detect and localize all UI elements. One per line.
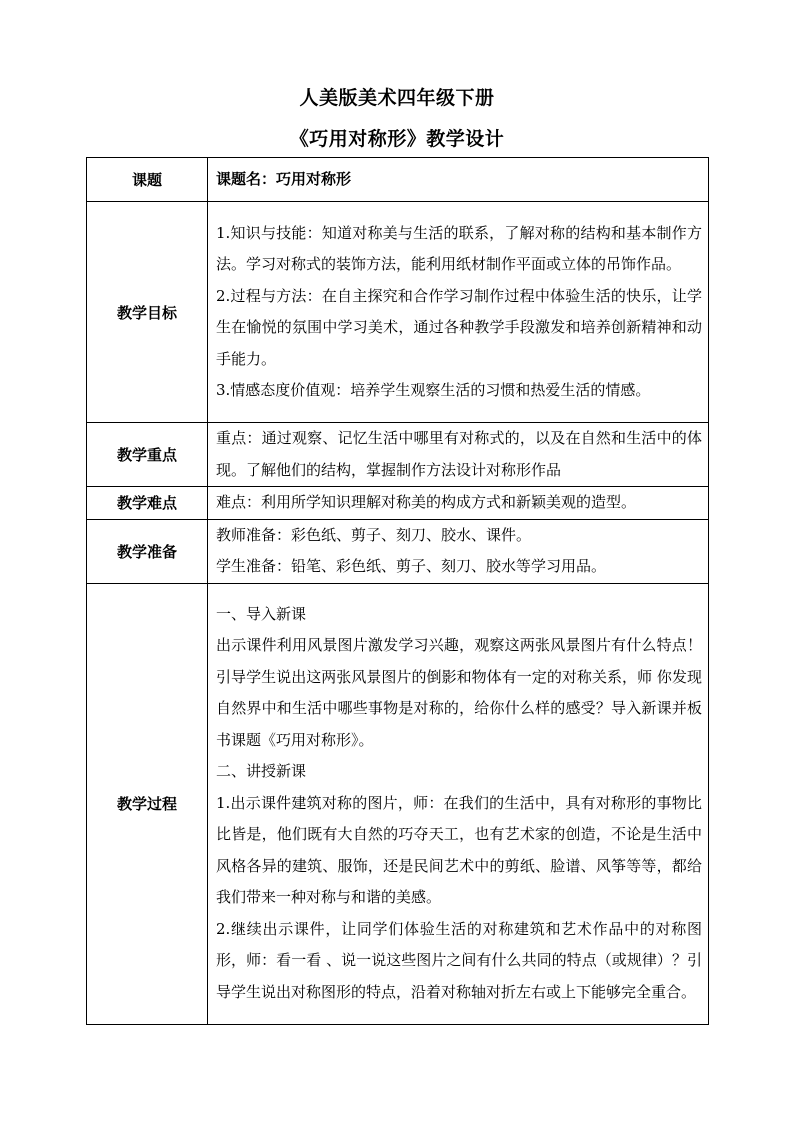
table-row-goals: [87, 202, 709, 423]
paragraph: 3.情感态度价值观：培养学生观察生活的习惯和热爱生活的情感。: [216, 381, 651, 399]
paragraph: 难点：利用所学知识理解对称美的构成方式和新颖美观的造型。: [216, 493, 637, 511]
paragraph: 1.知识与技能：知道对称美与生活的联系，了解对称的结构和基本制作方法。学习对称式的装饰方法，能利用纸材制作平面或立体的吊饰作品。: [216, 223, 702, 273]
paragraph: 1.出示课件建筑对称的图片，师：在我们的生活中，具有对称形的事物比比皆是，他们既有大自然的巧夺天工，也有艺术家的创造，不论是生活中风格各异的建筑、服饰，还是民间艺术中的剪纸、脸谱、风筝等等，都给我们带来一种对称与和谐的美感。: [216, 793, 702, 907]
paragraph: 教师准备：彩色纸、剪子、刻刀、胶水、课件。: [216, 525, 532, 544]
lesson-plan-table: [86, 157, 709, 1025]
row-label-preparation: 教学准备: [87, 519, 208, 583]
table-row-topic: [87, 158, 709, 202]
document-title: 人美版美术四年级下册: [299, 87, 495, 109]
paragraph: 一、导入新课: [216, 604, 307, 623]
table-row-key-points: [87, 423, 709, 487]
paragraph: 2.继续出示课件，让同学们体验生活的对称建筑和艺术作品中的对称图形，师：看一看 、说一说这些图片之间有什么共同的特点（或规律）？引导学生说出对称图形的特点，沿着对称轴对折左右或上下能够完全重合。: [216, 919, 702, 1001]
row-content-process: [208, 583, 709, 1024]
row-content-key-points: [208, 423, 709, 487]
paragraph: 学生准备：铅笔、彩色纸、剪子、刻刀、胶水等学习用品。: [216, 557, 607, 575]
paragraph: 出示课件利用风景图片激发学习兴趣，观察这两张风景图片有什么特点！引导学生说出这两张风景图片的倒影和物体有一定的对称关系，师 你发现自然界中和生活中哪些事物是对称的，给你什么样的感受？导入新课并板书课题《巧用对称形》。: [216, 636, 702, 749]
row-content-topic: [208, 158, 709, 202]
table-row-preparation: [87, 519, 709, 583]
row-content-difficulties: [208, 487, 709, 520]
row-content-goals: [208, 202, 709, 423]
paragraph: 课题名：巧用对称形: [216, 169, 352, 188]
document-subtitle: 《巧用对称形》教学设计: [289, 128, 505, 150]
row-content-preparation: [208, 519, 709, 583]
paragraph: 二、讲授新课: [216, 762, 307, 781]
row-label-key-points: 教学重点: [87, 423, 208, 487]
paragraph: 重点：通过观察、记忆生活中哪里有对称式的，以及在自然和生活中的体现。了解他们的结构，掌握制作方法设计对称形作品: [216, 429, 702, 479]
table-row-difficulties: [87, 487, 709, 520]
row-label-goals: 教学目标: [87, 202, 208, 423]
row-label-topic: 课题: [87, 158, 208, 202]
row-label-process: 教学过程: [87, 583, 208, 1024]
row-label-difficulties: 教学难点: [87, 487, 208, 520]
table-row-process: [87, 583, 709, 1024]
paragraph: 2.过程与方法：在自主探究和合作学习制作过程中体验生活的快乐，让学生在愉悦的氛围中学习美术，通过各种教学手段激发和培养创新精神和动手能力。: [216, 286, 702, 368]
